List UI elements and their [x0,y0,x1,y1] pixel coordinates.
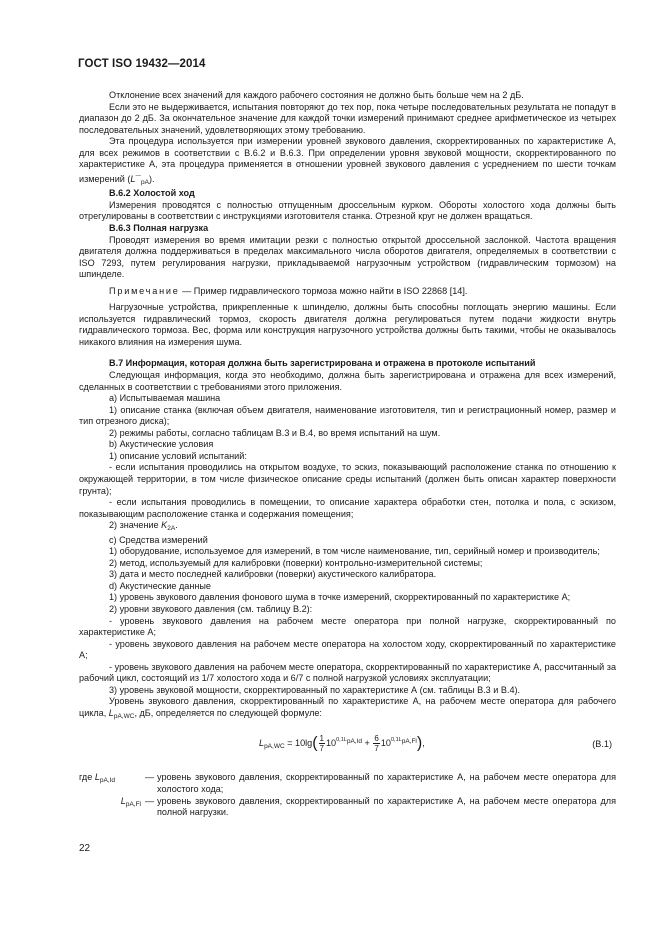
list-item: d) Акустические данные [109,580,211,591]
list-item: 2) метод, используемый для калибровки (поверки) контрольно-измерительной системы; [109,557,483,568]
list-item: 2) режимы работы, согласно таблицам В.3 и В.4, во время испытаний на шум. [109,427,441,438]
exponent-1-subscript: pA,Id [346,738,363,746]
formula-tail: , [422,738,425,749]
list-item: 1) уровень звукового давления фонового шума в точке измерений, скорректированный по характеристике А; [109,592,571,603]
page-number: 22 [79,843,91,854]
list-item-text: . [175,520,178,531]
power-base-2: 10 [380,738,391,749]
list-item: - уровень звукового давления на рабочем месте оператора на холостом ходу, скорректированный по характеристике А; [79,638,616,661]
note-label: Примечание [109,285,180,296]
formula-plus: + [362,738,373,749]
fraction-1 [319,734,325,753]
definition-dash: — [145,772,155,783]
definitions-list [79,772,616,818]
equation-number: (В.1) [592,739,612,750]
list-item: 1) описание станка (включая объем двигателя, наименование изготовителя, тип и регистрационный номер, размер и тип отрезного диска); [79,404,616,427]
symbol-subscript: pA [140,178,149,186]
definition-symbol [79,772,145,795]
power-exponent-2 [390,737,417,746]
definition-row [79,796,616,819]
paragraph-text: ). [148,173,155,184]
paragraph [79,696,616,722]
definition-symbol-letter: L [94,772,100,783]
fraction-2-numerator: 6 [374,734,379,744]
definition-dash: — [145,795,155,806]
definition-text: уровень звукового давления, скорректированный по характеристике А, на рабочем месте оператора для холостого хода; [157,772,616,794]
fraction-1-denominator: 7 [319,744,324,754]
paragraph: Нагрузочные устройства, прикрепленные к шпинделю, должны быть способны поглощать энергию машины. Если используется гидравлический тормоз, скорость двигателя должна регулироваться путем подачи жидкости внутрь гидравлического тормоза. Вес, форма или конструкция нагрузочного устройства должны быть такими, чтобы не оказывалось никакого влияния на измерения шума. [79,302,616,347]
formula-lhs-subscript: pA,WC [264,743,285,751]
definition-row [79,772,616,795]
paragraph-text: Уровень звукового давления, скорректированный по характеристике А, на рабочем месте оператора для рабочего цикла, [79,696,616,718]
exponent-1-text: 0,1L [336,737,347,744]
symbol-superscript: — [135,172,141,179]
formula-lhs: L [259,738,265,749]
right-paren-icon: ) [416,735,423,753]
paragraph-text: , дБ, определяется по следующей формуле: [134,707,322,718]
list-item: 1) оборудование, используемое для измерений, в том числе наименование, тип, серийный номер и производитель; [109,546,600,557]
formula-eq: = 10lg [284,738,313,749]
list-item: b) Акустические условия [109,439,214,450]
paragraph: Измерения проводятся с полностью отпущенным дроссельным курком. Обороты холостого хода должны быть отрегулированы в соответствии с инструкциями изготовителя станка. Отрезной круг не должен вращаться. [79,199,616,222]
paragraph: Проводят измерения во время имитации резки с полностью открытой дроссельной заслонкой. Частота вращения двигателя должна поддерживаться в пределах максимального числа оборотов двигателя, определяемых в соответствии с ISO 7293, путем регулирования нагрузки, прикладываемой нагрузочным устройством (гидравлическим тормозом) на шпинделе. [79,234,616,280]
list-item: с) Средства измерений [109,534,208,545]
paragraph-text: Эта процедура используется при измерении уровней звукового давления, скорректированных по характеристике А, для всех режимов в соответствии с В.6.2 и В.6.3. При определении уровня звуковой мощности, скорректированного по характеристике А, эта процедура применяется в отношении уровней звукового давления с усреднением по шести точкам измерений ( [79,136,616,184]
paragraph [79,136,616,188]
definition-symbol-subscript: pA,Fl [125,800,141,808]
definition-symbol-letter: L [120,795,126,806]
fraction-2-denominator: 7 [374,744,379,754]
exponent-2-text: 0,1L [390,737,402,744]
power-exponent-1 [336,737,363,746]
document-header: ГОСТ ISO 19432—2014 [78,58,206,70]
section-heading: В.7 Информация, которая должна быть зарегистрирована и отражена в протоколе испытаний [109,358,536,369]
symbol-subscript: 2A [167,525,176,533]
fraction-1-numerator: 1 [319,734,324,744]
symbol: L [130,173,136,184]
list-item: 3) уровень звуковой мощности, скорректированный по характеристике А (см. таблицы В.3 и В.4). [109,684,521,695]
definition-prefix: где [79,772,95,783]
list-item: - уровень звукового давления на рабочем месте оператора, скорректированный по характеристике А, рассчитанный за рабочий цикл, состоящий из 1/7 холостого хода и 6/7 с полной нагрузкой условиях эксплуатации; [79,661,616,684]
list-item: а) Испытываемая машина [109,393,221,404]
list-item: - если испытания проводились в помещении, то описание характера обработки стен, потолка и пола, с эскизом, показывающим расположение станка и содержания помещения; [79,497,616,519]
section-heading: В.6.2 Холостой ход [109,188,195,199]
left-paren-icon: ( [312,735,318,753]
symbol: L [108,707,114,718]
formula-expression [259,734,425,753]
note-text: — Пример гидравлического тормоза можно найти в ISO 22868 [14]. [179,285,468,296]
formula-block [79,730,616,764]
list-item: 2) уровни звукового давления (см. таблицу В.2): [109,603,313,614]
symbol: K [161,520,168,531]
paragraph: Если это не выдерживается, испытания повторяют до тех пор, пока четыре последовательных результата не попадут в диапазон до 2 дБ. За окончательное значение для каждой точки измерений принимают среднее арифметическое из четырех последовательных значений, удовлетворяющих этому требованию. [79,101,616,135]
list-item [79,520,616,535]
paragraph: Отклонение всех значений для каждого рабочего состояния не должно быть больше чем на 2 дБ. [109,90,524,100]
power-base-1: 10 [326,738,337,749]
symbol-subscript: pA,WC [113,712,135,720]
list-item: - если испытания проводились на открытом воздухе, то эскиз, показывающий расположение станка по отношению к окружающей территории, в том числе физическое описание среды испытаний (должен быть описан характер поверхности грунта); [79,462,616,496]
section-heading: В.6.3 Полная нагрузка [109,223,209,234]
exponent-2-subscript: pA,Fl [401,738,417,746]
note [79,286,616,298]
list-item: - уровень звукового давления на рабочем месте оператора при полной нагрузке, скорректированный по характеристике А; [79,615,616,638]
definition-symbol-subscript: pA,Id [99,777,116,785]
fraction-2 [373,734,379,753]
document-body [79,90,616,819]
list-item-text: 2) значение [109,520,162,531]
definition-symbol [79,796,145,819]
definition-text: уровень звукового давления, скорректированный по характеристике А, на рабочем месте оператора для полной нагрузки. [157,795,616,818]
paragraph: Следующая информация, когда это необходимо, должна быть зарегистрирована и отражена для всех измерений, сделанных в соответствии с требованиями этого приложения. [79,370,616,392]
list-item: 1) описание условий испытаний: [109,450,247,461]
list-item: 3) дата и место последней калибровки (поверки) акустического калибратора. [109,569,437,580]
